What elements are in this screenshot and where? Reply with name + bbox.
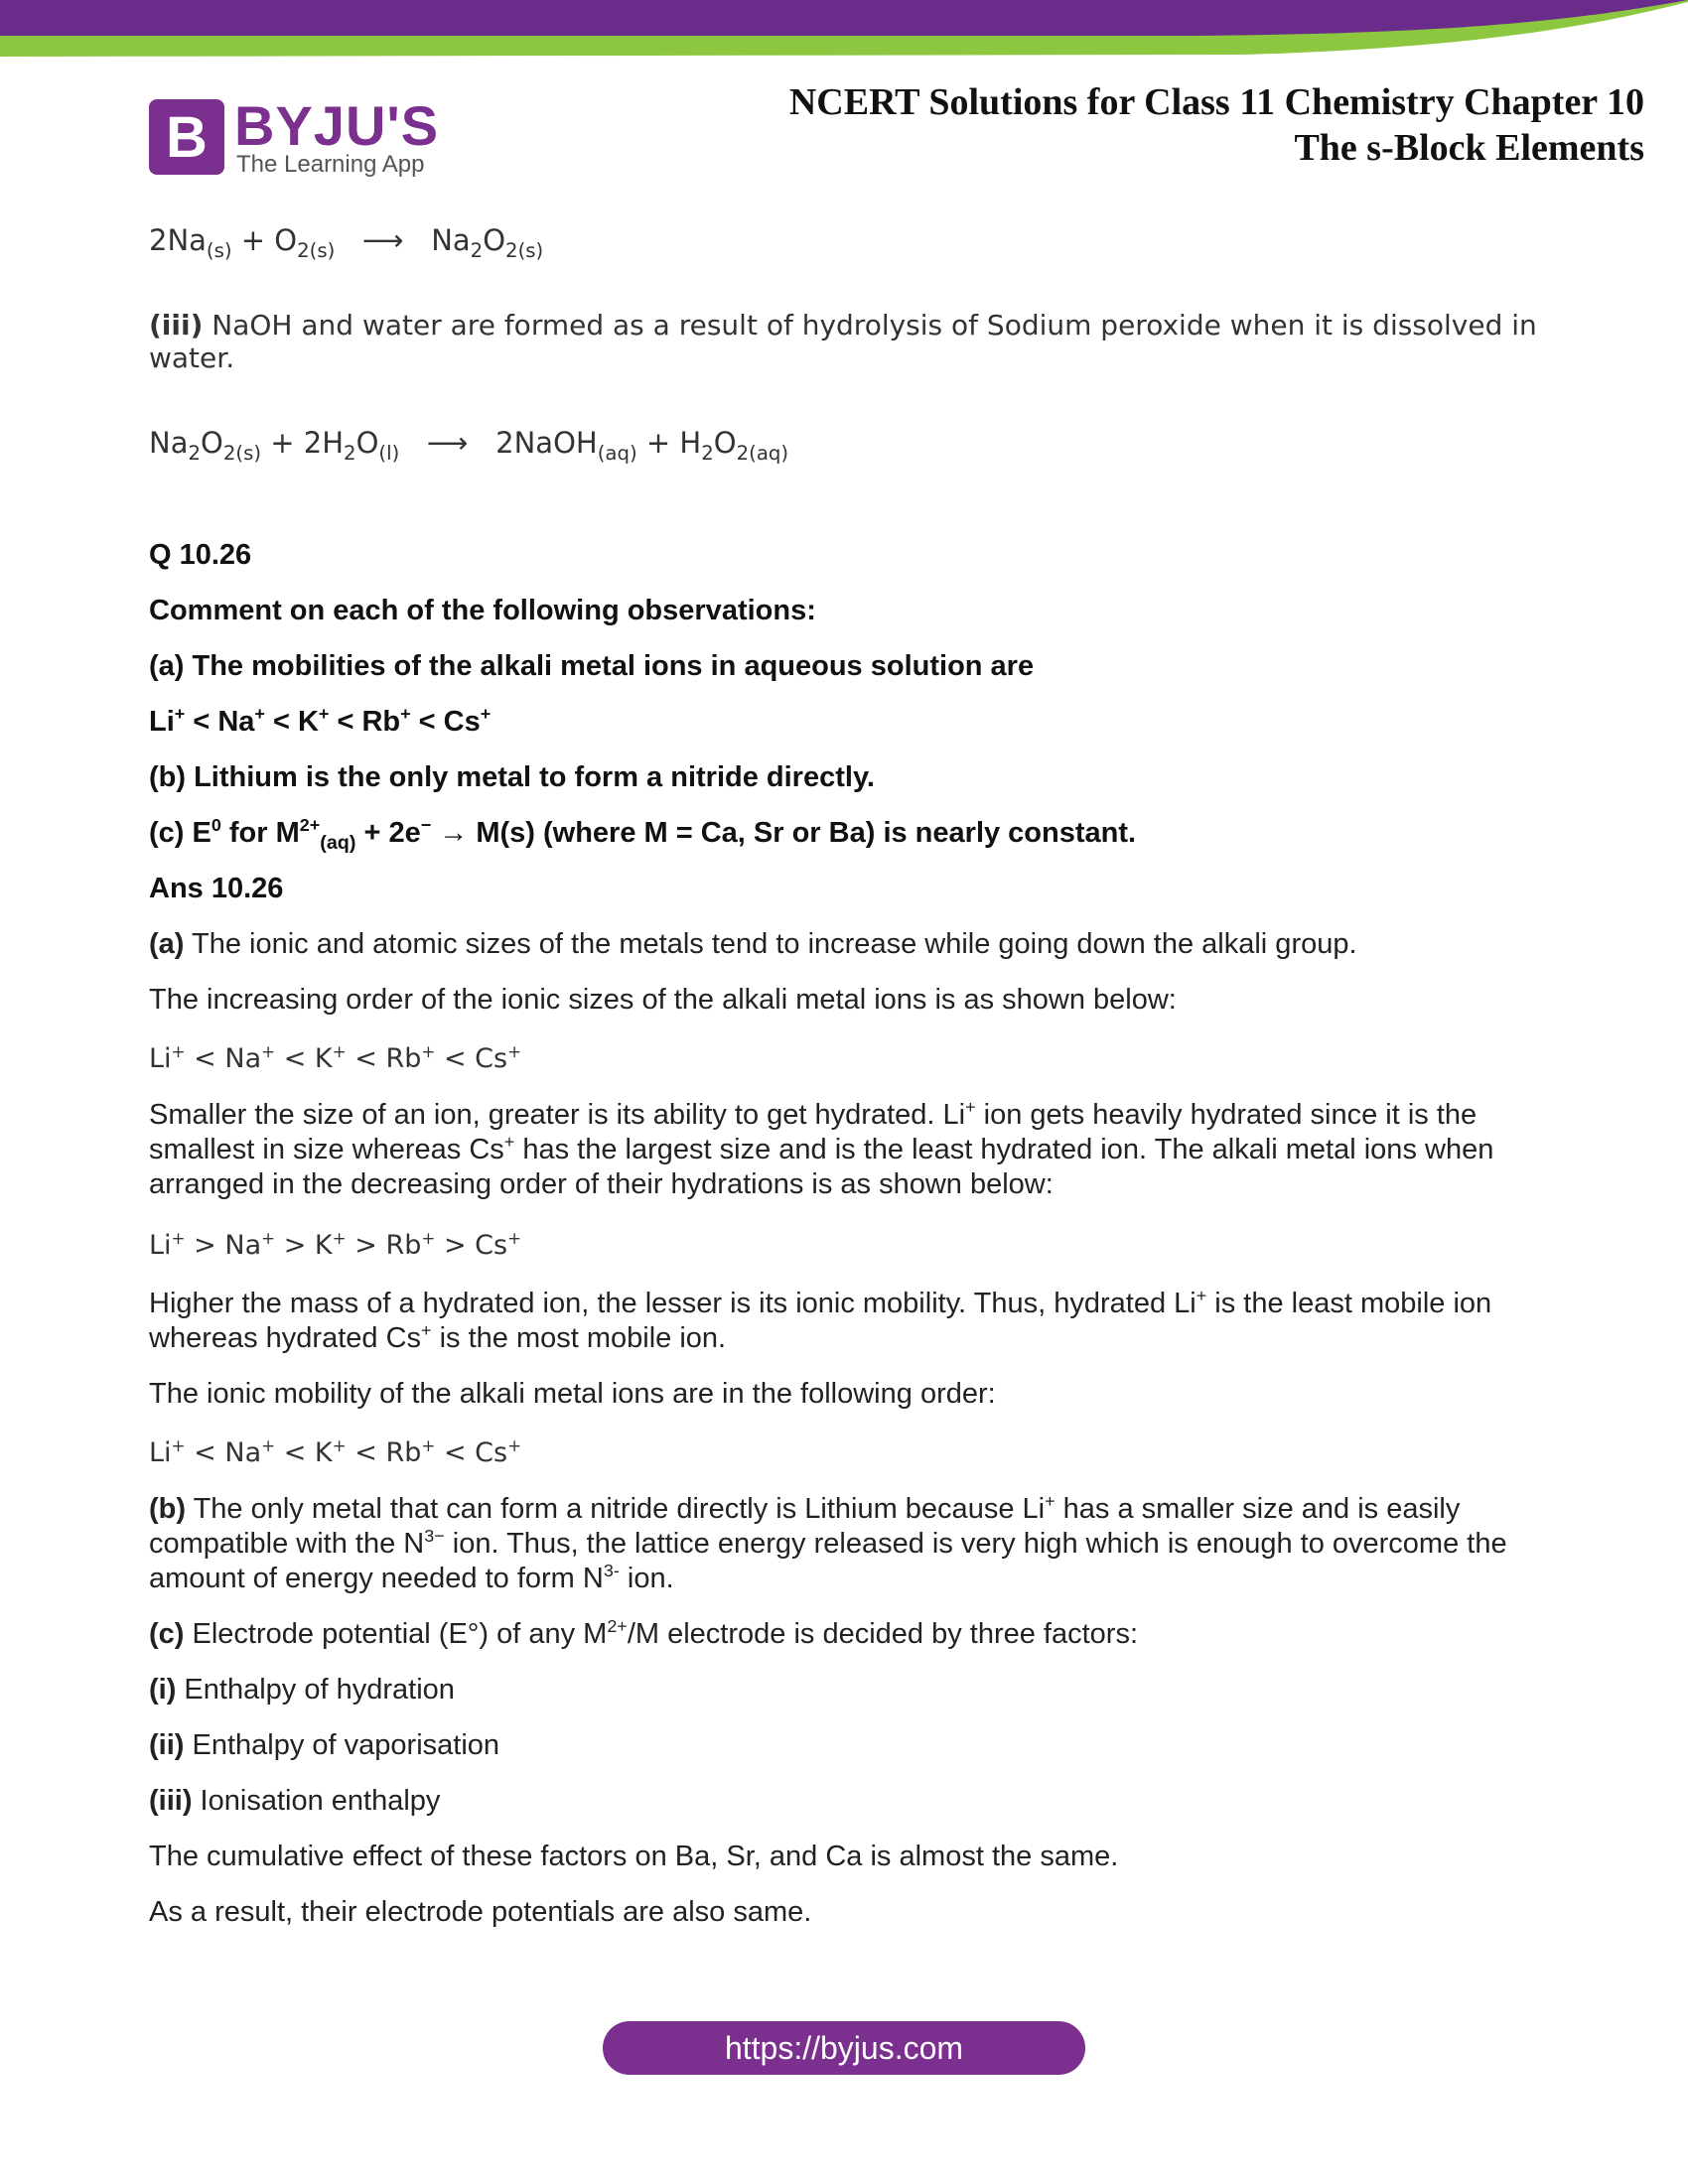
question-intro: Comment on each of the following observations: [149, 595, 816, 626]
byjus-logo-mark: B [149, 99, 224, 175]
paragraph-iii: (iii) NaOH and water are formed as a result of hydrolysis of Sodium peroxide when it is dissolved in water. [149, 309, 1537, 374]
byjus-logo-text: BYJU'S [234, 94, 440, 157]
equation-sodium-peroxide-hydrolysis: $Na_2O_{2(s)} + 2H_2O_{(l)}$ ⟶ 2NaOH$_{(aq)}$ + $H_2O_{2(aq)}$ [149, 426, 789, 465]
answer-part-c: (c) Electrode potential (E°) of any $M^{2+}/M$ electrode is decided by three factors: [149, 1616, 1139, 1650]
equation-sodium-peroxide-formation: $2Na_{(s)} + O_{2(s)}$ ⟶ $Na_2O_{2(s)}$ [149, 223, 544, 262]
answer-hydration-paragraph: Smaller the size of an ion, greater is its ability to get hydrated. Li+ ion gets heavily hydrated since it is the smallest in size whereas Cs+ has the largest size and is the least hydrated ion. The alkali metal ions when arranged in the decreasing order of their hydrations is as shown below: [149, 1097, 1494, 1200]
factor-iii: (iii) Ionisation enthalpy [149, 1785, 441, 1817]
document-title-line2: The s-Block Elements [1294, 127, 1644, 169]
arrow-icon: ⟶ [426, 426, 469, 460]
page-content [149, 223, 1549, 1930]
answer-mobility-order-intro: The ionic mobility of the alkali metal ions are in the following order: [149, 1378, 996, 1410]
answer-size-order-intro: The increasing order of the ionic sizes of the alkali metal ions is as shown below: [149, 984, 1177, 1016]
document-title-line1: NCERT Solutions for Class 11 Chemistry Chapter 10 [788, 81, 1644, 123]
answer-number: Ans 10.26 [149, 873, 284, 904]
hydration-order: Li+ > Na+ > K+ > Rb+ > Cs+ [149, 1227, 522, 1261]
ionic-mobility-order: Li+ < Na+ < K+ < Rb+ < Cs+ [149, 1434, 522, 1468]
question-part-c: (c) $E^0$ for $M^{2+}_{(aq)} + 2e^- \to M(s)$ (where M = Ca, Sr or Ba) is nearly constant. [149, 815, 1137, 854]
question-part-b: (b) Lithium is the only metal to form a nitride directly. [149, 761, 875, 793]
arrow-icon: ⟶ [361, 223, 404, 257]
question-part-a: (a) The mobilities of the alkali metal ions in aqueous solution are [149, 650, 1035, 682]
answer-part-a: (a) The ionic and atomic sizes of the metals tend to increase while going down the alkali group. [149, 928, 1357, 960]
answer-conclusion-2: As a result, their electrode potentials are also same. [149, 1896, 812, 1928]
question-mobility-order: Li+ < Na+ < K+ < Rb+ < Cs+ [149, 704, 492, 738]
answer-part-b: (b) The only metal that can form a nitride directly is Lithium because Li+ has a smaller size and is easily compatible with the $N^{3-}$ ion. Thus, the lattice energy released is very high which is enough to overcome the amount of energy needed to form $N^{3-}$ ion. [149, 1491, 1507, 1594]
page-header [0, 62, 1688, 191]
question-number: Q 10.26 [149, 539, 252, 571]
document-title [789, 79, 1644, 171]
factor-ii: (ii) Enthalpy of vaporisation [149, 1729, 500, 1761]
byjus-logo[interactable] [149, 94, 447, 187]
top-decorative-band [0, 0, 1688, 62]
ionic-size-order: Li+ < Na+ < K+ < Rb+ < Cs+ [149, 1040, 522, 1074]
byjus-logo-tagline: The Learning App [236, 151, 425, 178]
byjus-url-link[interactable]: https://byjus.com [603, 2021, 1085, 2075]
factor-i: (i) Enthalpy of hydration [149, 1674, 455, 1706]
answer-mobility-paragraph: Higher the mass of a hydrated ion, the lesser is its ionic mobility. Thus, hydrated Li+ is the least mobile ion whereas hydrated Cs+ is the most mobile ion. [149, 1286, 1492, 1354]
answer-conclusion-1: The cumulative effect of these factors on Ba, Sr, and Ca is almost the same. [149, 1841, 1119, 1872]
